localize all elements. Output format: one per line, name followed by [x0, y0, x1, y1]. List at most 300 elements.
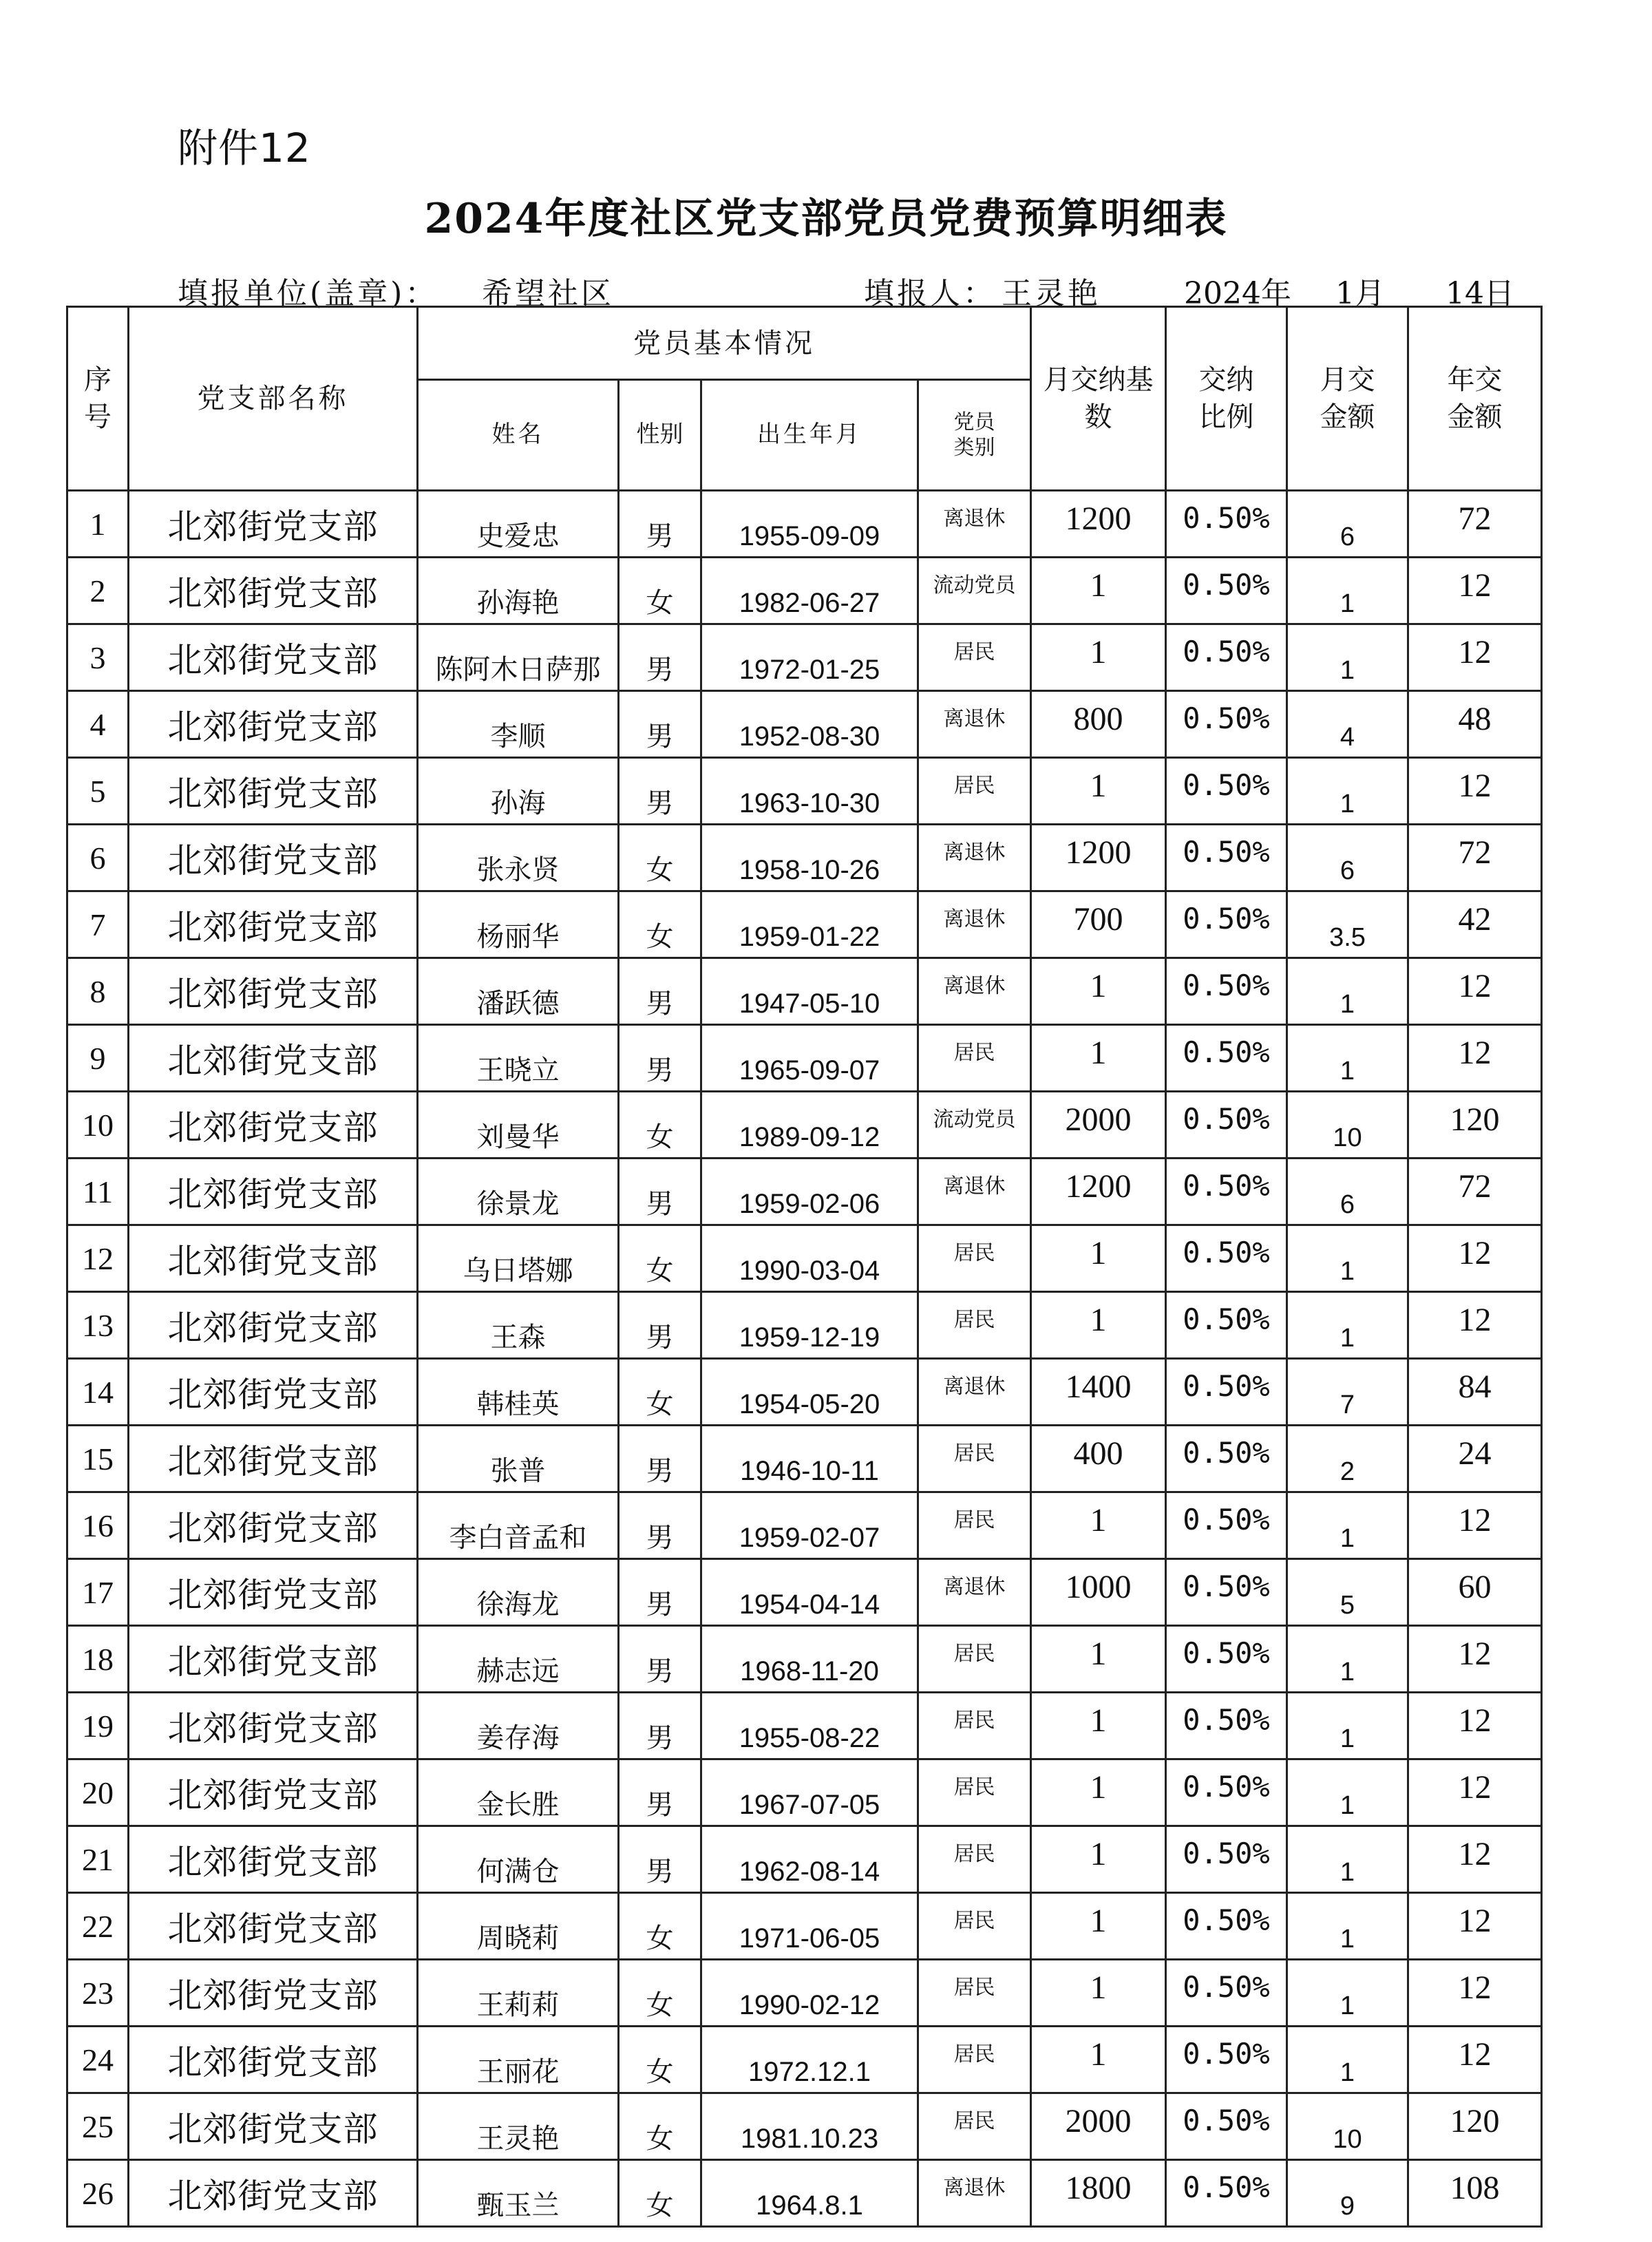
ratio-cell: 0.50% [1166, 558, 1287, 624]
base-cell: 1 [1031, 1626, 1166, 1693]
annual-cell: 12 [1408, 1025, 1542, 1092]
base-cell: 1400 [1031, 1359, 1166, 1426]
birth-cell: 1990-02-12 [701, 1960, 918, 2027]
party-dues-table [66, 306, 1543, 2228]
seq-cell: 22 [67, 1893, 129, 1960]
table-row [67, 1693, 1542, 1759]
ratio-cell: 0.50% [1166, 1960, 1287, 2027]
annual-cell: 12 [1408, 1225, 1542, 1292]
gender-cell: 女 [619, 2093, 701, 2160]
birth-cell: 1965-09-07 [701, 1025, 918, 1092]
seq-cell: 20 [67, 1759, 129, 1826]
name-cell: 张永贤 [418, 825, 619, 891]
name-cell: 周晓莉 [418, 1893, 619, 1960]
type-cell: 居民 [918, 1893, 1031, 1960]
seq-cell: 6 [67, 825, 129, 891]
ratio-cell: 0.50% [1166, 958, 1287, 1025]
table-row [67, 1759, 1542, 1826]
name-cell: 刘曼华 [418, 1092, 619, 1159]
seq-cell: 18 [67, 1626, 129, 1693]
ratio-cell: 0.50% [1166, 1693, 1287, 1759]
birth-cell: 1954-04-14 [701, 1559, 918, 1626]
monthly-cell: 1 [1287, 1826, 1408, 1893]
monthly-cell: 1 [1287, 558, 1408, 624]
monthly-cell: 4 [1287, 691, 1408, 758]
type-cell: 居民 [918, 758, 1031, 825]
name-cell: 甄玉兰 [418, 2160, 619, 2227]
gender-cell: 男 [619, 491, 701, 558]
birth-cell: 1982-06-27 [701, 558, 918, 624]
base-cell: 1 [1031, 1893, 1166, 1960]
gender-cell: 男 [619, 624, 701, 691]
header-gender: 性别 [619, 380, 701, 491]
monthly-cell: 6 [1287, 1159, 1408, 1225]
table-row [67, 891, 1542, 958]
birth-cell: 1967-07-05 [701, 1759, 918, 1826]
type-cell: 离退休 [918, 1159, 1031, 1225]
type-cell: 居民 [918, 1626, 1031, 1693]
annual-cell: 12 [1408, 1960, 1542, 2027]
header-branch: 党支部名称 [129, 307, 418, 491]
seq-cell: 25 [67, 2093, 129, 2160]
name-cell: 王灵艳 [418, 2093, 619, 2160]
monthly-cell: 6 [1287, 491, 1408, 558]
table-row [67, 1626, 1542, 1693]
seq-cell: 1 [67, 491, 129, 558]
gender-cell: 男 [619, 1492, 701, 1559]
monthly-cell: 1 [1287, 958, 1408, 1025]
annual-cell: 12 [1408, 1693, 1542, 1759]
name-cell: 乌日塔娜 [418, 1225, 619, 1292]
gender-cell: 男 [619, 958, 701, 1025]
table-row [67, 1559, 1542, 1626]
name-cell: 潘跃德 [418, 958, 619, 1025]
type-cell: 居民 [918, 1025, 1031, 1092]
name-cell: 李顺 [418, 691, 619, 758]
seq-cell: 14 [67, 1359, 129, 1426]
annual-cell: 12 [1408, 1492, 1542, 1559]
base-cell: 1800 [1031, 2160, 1166, 2227]
monthly-cell: 7 [1287, 1359, 1408, 1426]
birth-cell: 1963-10-30 [701, 758, 918, 825]
header-seq [67, 307, 129, 491]
seq-cell: 2 [67, 558, 129, 624]
seq-cell: 24 [67, 2027, 129, 2093]
birth-cell: 1972.12.1 [701, 2027, 918, 2093]
monthly-cell: 1 [1287, 758, 1408, 825]
ratio-cell: 0.50% [1166, 1626, 1287, 1693]
table-row [67, 1092, 1542, 1159]
annual-cell: 72 [1408, 1159, 1542, 1225]
seq-cell: 21 [67, 1826, 129, 1893]
header-type-label: 党员类别 [953, 410, 995, 460]
branch-cell: 北郊街党支部 [129, 958, 418, 1025]
gender-cell: 男 [619, 1159, 701, 1225]
base-cell: 1 [1031, 1759, 1166, 1826]
gender-cell: 女 [619, 1960, 701, 2027]
branch-cell: 北郊街党支部 [129, 1225, 418, 1292]
reporting-unit-label: 填报单位(盖章)： [178, 276, 438, 311]
name-cell: 孙海 [418, 758, 619, 825]
gender-cell: 女 [619, 1359, 701, 1426]
table-row [67, 1159, 1542, 1225]
birth-cell: 1989-09-12 [701, 1092, 918, 1159]
header-type [918, 380, 1031, 491]
type-cell: 居民 [918, 624, 1031, 691]
base-cell: 400 [1031, 1426, 1166, 1492]
name-cell: 史爱忠 [418, 491, 619, 558]
name-cell: 姜存海 [418, 1693, 619, 1759]
branch-cell: 北郊街党支部 [129, 825, 418, 891]
birth-cell: 1972-01-25 [701, 624, 918, 691]
type-cell: 居民 [918, 1693, 1031, 1759]
ratio-cell: 0.50% [1166, 1759, 1287, 1826]
type-cell: 居民 [918, 1292, 1031, 1359]
name-cell: 王莉莉 [418, 1960, 619, 2027]
header-monthly [1287, 307, 1408, 491]
branch-cell: 北郊街党支部 [129, 558, 418, 624]
header-ratio-label: 交纳比例 [1198, 364, 1254, 433]
branch-cell: 北郊街党支部 [129, 691, 418, 758]
branch-cell: 北郊街党支部 [129, 1960, 418, 2027]
base-cell: 1 [1031, 1025, 1166, 1092]
seq-cell: 3 [67, 624, 129, 691]
table-row [67, 958, 1542, 1025]
type-cell: 离退休 [918, 1359, 1031, 1426]
table-row [67, 1292, 1542, 1359]
type-cell: 离退休 [918, 691, 1031, 758]
seq-cell: 5 [67, 758, 129, 825]
type-cell: 居民 [918, 1960, 1031, 2027]
type-cell: 离退休 [918, 891, 1031, 958]
branch-cell: 北郊街党支部 [129, 1359, 418, 1426]
gender-cell: 女 [619, 1893, 701, 1960]
ratio-cell: 0.50% [1166, 491, 1287, 558]
annual-cell: 12 [1408, 1826, 1542, 1893]
monthly-cell: 1 [1287, 1693, 1408, 1759]
annual-cell: 12 [1408, 558, 1542, 624]
seq-cell: 19 [67, 1693, 129, 1759]
birth-cell: 1959-01-22 [701, 891, 918, 958]
branch-cell: 北郊街党支部 [129, 1626, 418, 1693]
gender-cell: 女 [619, 2160, 701, 2227]
header-annual [1408, 307, 1542, 491]
base-cell: 700 [1031, 891, 1166, 958]
branch-cell: 北郊街党支部 [129, 624, 418, 691]
header-name: 姓名 [418, 380, 619, 491]
branch-cell: 北郊街党支部 [129, 891, 418, 958]
header-monthly-label: 月交金额 [1320, 364, 1375, 433]
branch-cell: 北郊街党支部 [129, 1893, 418, 1960]
branch-cell: 北郊街党支部 [129, 1759, 418, 1826]
monthly-cell: 5 [1287, 1559, 1408, 1626]
type-cell: 流动党员 [918, 558, 1031, 624]
ratio-cell: 0.50% [1166, 2093, 1287, 2160]
annual-cell: 108 [1408, 2160, 1542, 2227]
name-cell: 孙海艳 [418, 558, 619, 624]
annual-cell: 12 [1408, 1292, 1542, 1359]
monthly-cell: 1 [1287, 1893, 1408, 1960]
ratio-cell: 0.50% [1166, 1426, 1287, 1492]
monthly-cell: 10 [1287, 1092, 1408, 1159]
annual-cell: 24 [1408, 1426, 1542, 1492]
table-row [67, 1359, 1542, 1426]
branch-cell: 北郊街党支部 [129, 1693, 418, 1759]
seq-cell: 4 [67, 691, 129, 758]
header-birth: 出生年月 [701, 380, 918, 491]
annual-cell: 60 [1408, 1559, 1542, 1626]
header-base [1031, 307, 1166, 491]
name-cell: 王晓立 [418, 1025, 619, 1092]
birth-cell: 1962-08-14 [701, 1826, 918, 1893]
gender-cell: 女 [619, 891, 701, 958]
type-cell: 居民 [918, 1426, 1031, 1492]
name-cell: 杨丽华 [418, 891, 619, 958]
seq-cell: 13 [67, 1292, 129, 1359]
monthly-cell: 10 [1287, 2093, 1408, 2160]
type-cell: 离退休 [918, 1559, 1031, 1626]
branch-cell: 北郊街党支部 [129, 1559, 418, 1626]
base-cell: 1 [1031, 1292, 1166, 1359]
base-cell: 1200 [1031, 491, 1166, 558]
ratio-cell: 0.50% [1166, 1826, 1287, 1893]
monthly-cell: 1 [1287, 1759, 1408, 1826]
gender-cell: 男 [619, 1759, 701, 1826]
seq-cell: 17 [67, 1559, 129, 1626]
type-cell: 居民 [918, 2093, 1031, 2160]
attachment-label: 附件12 [178, 125, 311, 171]
ratio-cell: 0.50% [1166, 2027, 1287, 2093]
birth-cell: 1981.10.23 [701, 2093, 918, 2160]
seq-cell: 15 [67, 1426, 129, 1492]
header-annual-label: 年交金额 [1447, 364, 1503, 433]
monthly-cell: 6 [1287, 825, 1408, 891]
gender-cell: 女 [619, 2027, 701, 2093]
table-row [67, 1960, 1542, 2027]
branch-cell: 北郊街党支部 [129, 1292, 418, 1359]
gender-cell: 男 [619, 1693, 701, 1759]
seq-cell: 12 [67, 1225, 129, 1292]
reporter-label: 填报人： [864, 276, 996, 311]
report-day: 14日 [1446, 276, 1514, 311]
table-row [67, 2093, 1542, 2160]
monthly-cell: 2 [1287, 1426, 1408, 1492]
branch-cell: 北郊街党支部 [129, 1092, 418, 1159]
table-row [67, 691, 1542, 758]
birth-cell: 1971-06-05 [701, 1893, 918, 1960]
seq-cell: 10 [67, 1092, 129, 1159]
annual-cell: 42 [1408, 891, 1542, 958]
ratio-cell: 0.50% [1166, 1092, 1287, 1159]
gender-cell: 女 [619, 558, 701, 624]
branch-cell: 北郊街党支部 [129, 1025, 418, 1092]
base-cell: 1200 [1031, 1159, 1166, 1225]
ratio-cell: 0.50% [1166, 891, 1287, 958]
annual-cell: 12 [1408, 958, 1542, 1025]
birth-cell: 1990-03-04 [701, 1225, 918, 1292]
gender-cell: 男 [619, 758, 701, 825]
name-cell: 张普 [418, 1426, 619, 1492]
annual-cell: 12 [1408, 1626, 1542, 1693]
base-cell: 1 [1031, 624, 1166, 691]
base-cell: 1000 [1031, 1559, 1166, 1626]
base-cell: 1 [1031, 1960, 1166, 2027]
annual-cell: 48 [1408, 691, 1542, 758]
gender-cell: 男 [619, 1559, 701, 1626]
branch-cell: 北郊街党支部 [129, 491, 418, 558]
base-cell: 1 [1031, 1693, 1166, 1759]
base-cell: 1 [1031, 958, 1166, 1025]
monthly-cell: 1 [1287, 624, 1408, 691]
birth-cell: 1955-09-09 [701, 491, 918, 558]
base-cell: 1 [1031, 758, 1166, 825]
birth-cell: 1946-10-11 [701, 1426, 918, 1492]
branch-cell: 北郊街党支部 [129, 2093, 418, 2160]
branch-cell: 北郊街党支部 [129, 1159, 418, 1225]
seq-cell: 8 [67, 958, 129, 1025]
base-cell: 1 [1031, 558, 1166, 624]
table-row [67, 825, 1542, 891]
name-cell: 陈阿木日萨那 [418, 624, 619, 691]
name-cell: 李白音孟和 [418, 1492, 619, 1559]
table-row [67, 1492, 1542, 1559]
monthly-cell: 1 [1287, 1626, 1408, 1693]
table-row [67, 1893, 1542, 1960]
annual-cell: 12 [1408, 758, 1542, 825]
ratio-cell: 0.50% [1166, 1292, 1287, 1359]
annual-cell: 84 [1408, 1359, 1542, 1426]
annual-cell: 12 [1408, 1759, 1542, 1826]
name-cell: 赫志远 [418, 1626, 619, 1693]
type-cell: 离退休 [918, 491, 1031, 558]
seq-cell: 26 [67, 2160, 129, 2227]
annual-cell: 12 [1408, 1893, 1542, 1960]
branch-cell: 北郊街党支部 [129, 2160, 418, 2227]
name-cell: 何满仓 [418, 1826, 619, 1893]
table-row [67, 2160, 1542, 2227]
type-cell: 居民 [918, 1826, 1031, 1893]
monthly-cell: 3.5 [1287, 891, 1408, 958]
birth-cell: 1968-11-20 [701, 1626, 918, 1693]
branch-cell: 北郊街党支部 [129, 1826, 418, 1893]
base-cell: 1200 [1031, 825, 1166, 891]
ratio-cell: 0.50% [1166, 691, 1287, 758]
branch-cell: 北郊街党支部 [129, 758, 418, 825]
monthly-cell: 1 [1287, 1492, 1408, 1559]
gender-cell: 女 [619, 1092, 701, 1159]
table-row [67, 1025, 1542, 1092]
base-cell: 1 [1031, 1492, 1166, 1559]
monthly-cell: 1 [1287, 1225, 1408, 1292]
base-cell: 2000 [1031, 2093, 1166, 2160]
seq-cell: 23 [67, 1960, 129, 2027]
branch-cell: 北郊街党支部 [129, 1426, 418, 1492]
annual-cell: 12 [1408, 624, 1542, 691]
reporting-unit-value: 希望社区 [482, 276, 614, 311]
ratio-cell: 0.50% [1166, 1025, 1287, 1092]
gender-cell: 男 [619, 1025, 701, 1092]
birth-cell: 1959-02-07 [701, 1492, 918, 1559]
report-year: 2024年 [1184, 276, 1291, 311]
base-cell: 2000 [1031, 1092, 1166, 1159]
name-cell: 王森 [418, 1292, 619, 1359]
annual-cell: 72 [1408, 491, 1542, 558]
table-row [67, 1426, 1542, 1492]
table-row [67, 491, 1542, 558]
annual-cell: 120 [1408, 2093, 1542, 2160]
seq-cell: 7 [67, 891, 129, 958]
type-cell: 居民 [918, 1225, 1031, 1292]
type-cell: 离退休 [918, 2160, 1031, 2227]
type-cell: 居民 [918, 1492, 1031, 1559]
name-cell: 金长胜 [418, 1759, 619, 1826]
annual-cell: 120 [1408, 1092, 1542, 1159]
table-row [67, 558, 1542, 624]
ratio-cell: 0.50% [1166, 1893, 1287, 1960]
name-cell: 徐景龙 [418, 1159, 619, 1225]
ratio-cell: 0.50% [1166, 1559, 1287, 1626]
gender-cell: 男 [619, 1292, 701, 1359]
ratio-cell: 0.50% [1166, 1159, 1287, 1225]
gender-cell: 男 [619, 691, 701, 758]
gender-cell: 女 [619, 825, 701, 891]
reporter-value: 王灵艳 [1002, 276, 1101, 311]
branch-cell: 北郊街党支部 [129, 1492, 418, 1559]
annual-cell: 72 [1408, 825, 1542, 891]
base-cell: 1 [1031, 1225, 1166, 1292]
birth-cell: 1958-10-26 [701, 825, 918, 891]
header-basic-info: 党员基本情况 [418, 307, 1031, 380]
table-row [67, 1225, 1542, 1292]
birth-cell: 1954-05-20 [701, 1359, 918, 1426]
ratio-cell: 0.50% [1166, 1225, 1287, 1292]
gender-cell: 男 [619, 1826, 701, 1893]
name-cell: 徐海龙 [418, 1559, 619, 1626]
monthly-cell: 1 [1287, 2027, 1408, 2093]
header-base-label: 月交纳基数 [1043, 364, 1154, 433]
name-cell: 王丽花 [418, 2027, 619, 2093]
annual-cell: 12 [1408, 2027, 1542, 2093]
ratio-cell: 0.50% [1166, 825, 1287, 891]
ratio-cell: 0.50% [1166, 1492, 1287, 1559]
birth-cell: 1959-12-19 [701, 1292, 918, 1359]
name-cell: 韩桂英 [418, 1359, 619, 1426]
type-cell: 离退休 [918, 825, 1031, 891]
header-seq-label: 序号 [84, 364, 112, 433]
seq-cell: 9 [67, 1025, 129, 1092]
monthly-cell: 1 [1287, 1292, 1408, 1359]
type-cell: 居民 [918, 1759, 1031, 1826]
seq-cell: 16 [67, 1492, 129, 1559]
monthly-cell: 9 [1287, 2160, 1408, 2227]
ratio-cell: 0.50% [1166, 1359, 1287, 1426]
birth-cell: 1964.8.1 [701, 2160, 918, 2227]
header-ratio [1166, 307, 1287, 491]
type-cell: 离退休 [918, 958, 1031, 1025]
ratio-cell: 0.50% [1166, 2160, 1287, 2227]
monthly-cell: 1 [1287, 1960, 1408, 2027]
birth-cell: 1947-05-10 [701, 958, 918, 1025]
base-cell: 800 [1031, 691, 1166, 758]
table-row [67, 2027, 1542, 2093]
ratio-cell: 0.50% [1166, 758, 1287, 825]
birth-cell: 1959-02-06 [701, 1159, 918, 1225]
report-month: 1月 [1335, 276, 1385, 311]
base-cell: 1 [1031, 2027, 1166, 2093]
base-cell: 1 [1031, 1826, 1166, 1893]
type-cell: 居民 [918, 2027, 1031, 2093]
branch-cell: 北郊街党支部 [129, 2027, 418, 2093]
